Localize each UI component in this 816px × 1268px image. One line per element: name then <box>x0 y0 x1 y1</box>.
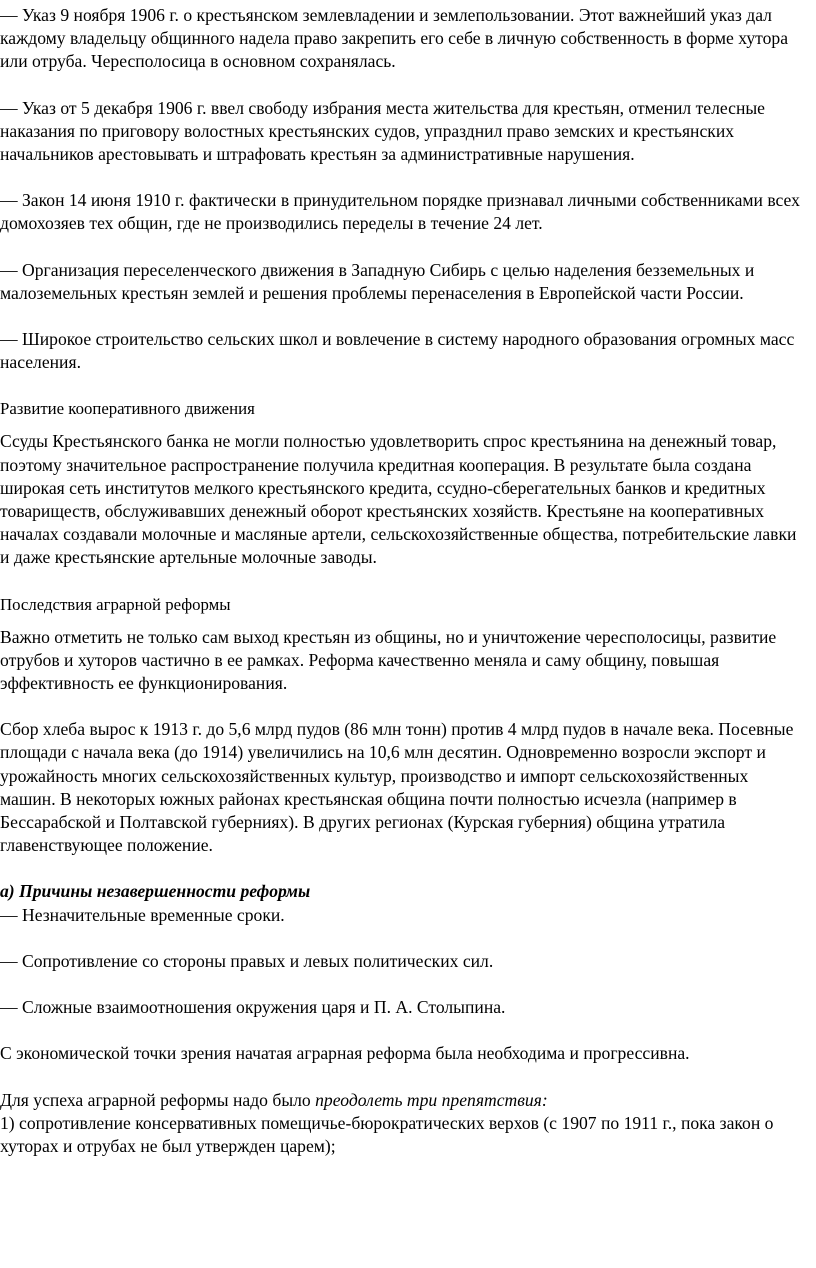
paragraph-resettlement: — Организация переселенческого движения в Западную Сибирь с целью наделения безземельных и малоземельных крестьян землей и решения проблемы перенаселения в Европейской части России. <box>0 259 755 303</box>
list-item-short-time: — Незначительные временные сроки. <box>0 904 285 925</box>
list-item-political-resistance: — Сопротивление со стороны правых и левых политических сил. <box>0 950 494 971</box>
paragraph-decree-dec-1906: — Указ от 5 декабря 1906 г. ввел свободу избрания места жительства для крестьян, отменил телесные наказания по приговору волостных крестьянских судов, упразднил право земских и крестьянских начальников арестовывать и штрафовать крестьян за административные нарушения. <box>0 97 765 165</box>
section-title-incompleteness: а) Причины незавершенности реформы <box>0 881 311 902</box>
paragraph-obstacles-lead <box>0 1089 808 1112</box>
paragraph-community-changes: Важно отметить не только сам выход крестьян из общины, но и уничтожение чересполосицы, развитие отрубов и хуторов частично в ее рамках. Реформа качественно меняла и саму общину, повышая эффективность ее функционирования. <box>0 626 777 694</box>
heading-reform-consequences: Последствия аграрной реформы <box>0 594 231 614</box>
paragraph-obstacle-1: 1) сопротивление консервативных помещичье-бюрократических верхов (с 1907 по 1911 г., пока закон о хуторах и отрубах не был утвержден царем); <box>0 1112 774 1156</box>
obstacles-italic-text: преодолеть три препятствия: <box>315 1089 548 1110</box>
paragraph-decree-nov-1906: — Указ 9 ноября 1906 г. о крестьянском землевладении и землепользовании. Этот важнейший указ дал каждому владельцу общинного надела право закрепить его себе в личную собственность в форме хутора или отруба. Чересполосица в основном сохранялась. <box>0 5 789 72</box>
paragraph-harvest-stats: Сбор хлеба вырос к 1913 г. до 5,6 млрд пудов (86 млн тонн) против 4 млрд пудов в начале века. Посевные площади с начала века (до 1914) увеличились на 10,6 млн десятин. Одновременно возросли экспорт и урожайность многих сельскохозяйственных культур, производство и импорт сельскохозяйственных машин. В некоторых южных районах крестьянская община почти полностью исчезла (например в Бессарабской и Полтавской губерниях). В других регионах (Курская губерния) община утратила главенствующее положение. <box>0 719 794 856</box>
paragraph-schools: — Широкое строительство сельских школ и вовлечение в систему народного образования огромных масс населения. <box>0 329 795 373</box>
paragraph-cooperative: Ссуды Крестьянского банка не могли полностью удовлетворить спрос крестьянина на денежный товар, поэтому значительное распространение получила кредитная кооперация. В результате была создана широкая сеть институтов мелкого крестьянского кредита, ссудно-сберегательных банков и кредитных товариществ, обслуживавших денежный оборот крестьянских хозяйств. Крестьяне на кооперативных началах создавали молочные и масляные артели, сельскохозяйственные общества, потребительские лавки и даже крестьянские артельные молочные заводы. <box>0 431 797 568</box>
paragraph-economic-view: С экономической точки зрения начатая аграрная реформа была необходима и прогрессивна. <box>0 1043 690 1064</box>
section-incompleteness <box>0 880 808 926</box>
list-item-court-relations: — Сложные взаимоотношения окружения царя и П. А. Столыпина. <box>0 997 506 1018</box>
obstacles-lead-text: Для успеха аграрной реформы надо было <box>0 1089 316 1110</box>
paragraph-law-june-1910: — Закон 14 июня 1910 г. фактически в принудительном порядке признавал личными собственниками всех домохозяев тех общин, где не производились переделы в течение 24 лет. <box>0 190 800 234</box>
heading-cooperative-movement: Развитие кооперативного движения <box>0 399 255 419</box>
